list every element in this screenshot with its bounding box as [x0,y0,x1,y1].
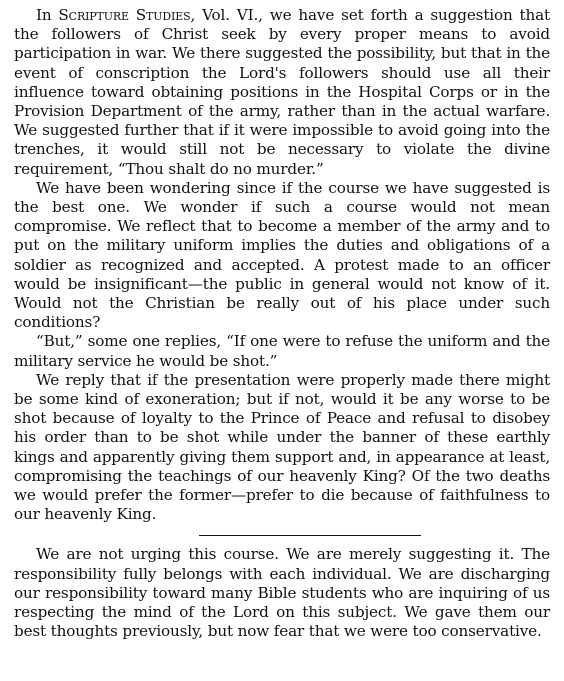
paragraph-3: “But,” some one replies, “If one were to refuse the uniform and the military service he would be shot.” [14,332,550,370]
paragraph-5: We are not urging this course. We are merely suggesting it. The responsibility fully belongs with each individual. We are discharging our responsibility toward many Bible students who are inquiring of us respecting the mind of the Lord on this subject. We gave them our best thoughts previously, but now fear that we were too conservative. [14,545,550,641]
section-divider-rule [199,535,421,536]
paragraph-1-text: , Vol. VI., we have set forth a suggestion that the followers of Christ seek by every proper means to avoid participation in war. We there suggested the possibility, but that in the event of conscription the Lord's followers should use all their influence toward obtaining positions in the Hospital Corps or in the Provision Department of the army, rather than in the actual warfare. We suggested further that if it were impossible to avoid going into the trenches, it would still not be necessary to violate the divine requirement, “Thou shalt do no murder.” [14,6,550,178]
book-title-scripture-studies: Scripture Studies [58,6,191,24]
paragraph-1 [14,6,550,179]
paragraph-1-lead: In [36,6,59,24]
paragraph-4: We reply that if the presentation were properly made there might be some kind of exoneration; but if not, would it be any worse to be shot because of loyalty to the Prince of Peace and refusal to disobey his order than to be shot while under the banner of these earthly kings and apparently giving them support and, in appearance at least, compromising the teachings of our heavenly King? Of the two deaths we would prefer the former—prefer to die because of faithfulness to our heavenly King. [14,370,550,524]
paragraph-2: We have been wondering since if the course we have suggested is the best one. We wonder if such a course would not mean compromise. We reflect that to become a member of the army and to put on the military uniform implies the duties and obligations of a soldier as recognized and accepted. A protest made to an officer would be insignificant—the public in general would not know of it. Would not the Christian be really out of his place under such conditions? [14,178,550,332]
